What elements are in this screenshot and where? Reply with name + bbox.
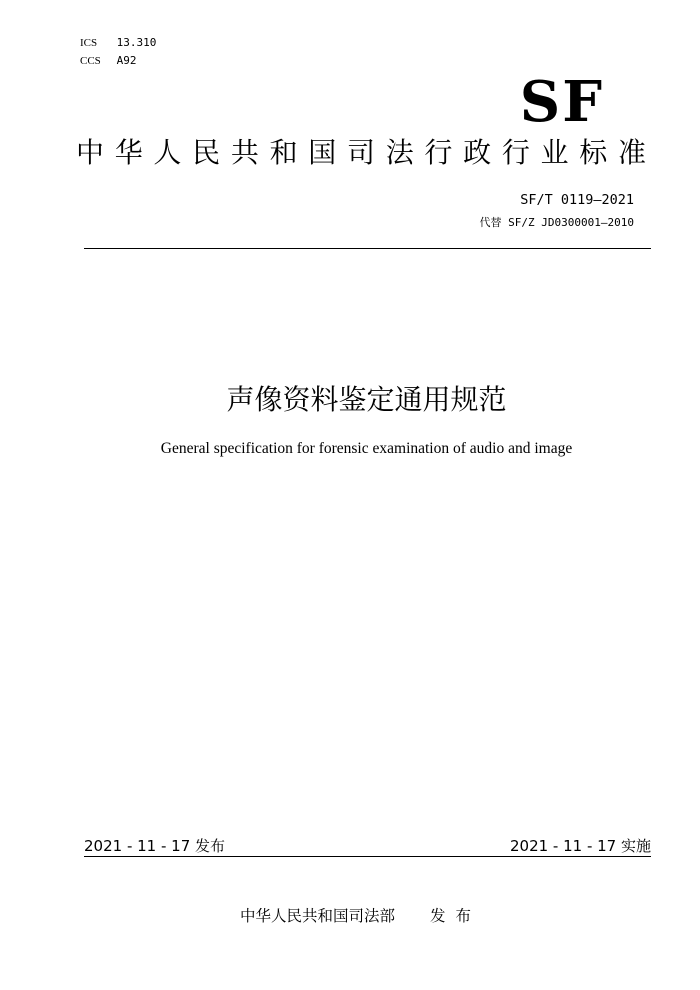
bottom-divider (84, 856, 651, 857)
ccs-label: CCS (80, 55, 101, 67)
document-title-en: General specification for forensic examination of audio and image (160, 440, 573, 457)
issuer-name: 中华人民共和国司法部 (240, 907, 396, 925)
ics-value: 13.310 (116, 36, 157, 49)
ics-label: ICS (80, 37, 98, 49)
ccs-line (80, 52, 156, 70)
ics-line (80, 34, 156, 52)
ccs-value: A92 (116, 54, 137, 67)
document-title-zh: 声像资料鉴定通用规范 (226, 383, 507, 416)
issuer (240, 904, 481, 926)
implementation-date: 2021 - 11 - 17 实施 (509, 837, 651, 855)
issue-date: 2021 - 11 - 17 发布 (84, 837, 226, 855)
sf-logo: SF (519, 69, 604, 135)
standard-category: 中华人民共和国司法行政行业标准 (76, 136, 652, 169)
classification-codes (80, 34, 156, 70)
top-divider (84, 248, 651, 249)
standard-number: SF/T 0119—2021 (520, 192, 634, 208)
issuer-verb: 发布 (429, 907, 481, 925)
replaces-note: 代替 SF/Z JD0300001—2010 (479, 216, 634, 229)
